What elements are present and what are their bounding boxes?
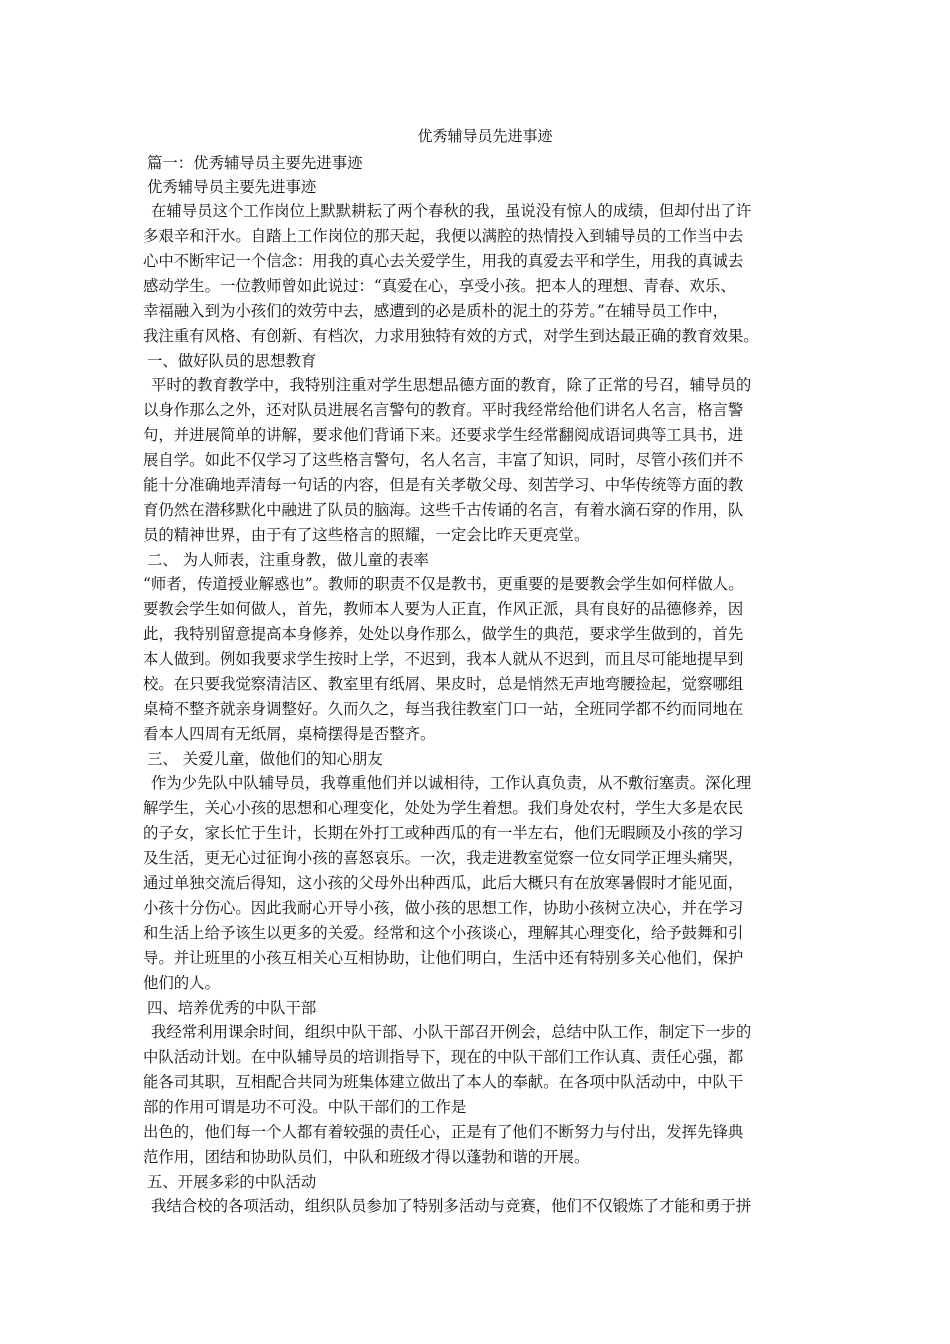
paragraph-line: 育仍然在潜移默化中融进了队员的脑海。这些千古传诵的名言，有着水滴石穿的作用，队 (143, 501, 744, 519)
paragraph-line: 导。并让班里的小孩互相关心互相协助，让他们明白，生活中还有特别多关心他们，保护 (143, 949, 744, 967)
paragraph-line: 的子女，家长忙于生计，长期在外打工或种西瓜的有一半左右，他们无暇顾及小孩的学习 (143, 824, 744, 842)
document-page (143, 125, 815, 1219)
section-1 (143, 349, 815, 548)
section-5 (143, 1170, 815, 1219)
paragraph-line: 能各司其职，互相配合共同为班集体建立做出了本人的奉献。在各项中队活动中，中队干 (143, 1073, 744, 1091)
paragraph-line: 桌椅不整齐就亲身调整好。久而久之，每当我往教室门口一站，全班同学都不约而同地在 (143, 700, 744, 718)
paragraph-line: 我结合校的各项活动，组织队员参加了特别多活动与竞赛，他们不仅锻炼了才能和勇于拼 (151, 1197, 752, 1215)
section-heading: 四、培养优秀的中队干部 (147, 999, 317, 1017)
paragraph-line: 通过单独交流后得知，这小孩的父母外出种西瓜，此后大概只有在放寒暑假时才能见面， (143, 874, 744, 892)
paragraph-line: 解学生，关心小孩的思想和心理变化，处处为学生着想。我们身处农村，学生大多是农民 (143, 799, 744, 817)
intro-paragraph (143, 199, 815, 349)
paragraph-line: 小孩十分伤心。因此我耐心开导小孩，做小孩的思想工作，协助小孩树立决心，并在学习 (143, 899, 744, 917)
paragraph-line: 心中不断牢记一个信念：用我的真心去关爱学生，用我的真爱去平和学生，用我的真诚去 (143, 252, 744, 270)
paragraph-line: 感动学生。一位教师曾如此说过：“真爱在心，享受小孩。把本人的理想、青春、欢乐、 (143, 277, 736, 295)
paragraph-line: 他们的人。 (143, 974, 220, 992)
section-heading: 二、 为人师表，注重身教，做儿童的表率 (147, 551, 429, 569)
paragraph-line: “师者，传道授业解惑也”。教师的职责不仅是教书，更重要的是要教会学生如何样做人。 (143, 575, 744, 593)
section-2 (143, 548, 815, 747)
paragraph-line: 校。在只要我觉察清洁区、教室里有纸屑、果皮时，总是悄然无声地弯腰捡起，觉察哪组 (143, 675, 744, 693)
paragraph-line: 中队活动计划。在中队辅导员的培训指导下，现在的中队干部们工作认真、责任心强，都 (143, 1048, 744, 1066)
paragraph-line: 幸福融入到为小孩们的效劳中去，感遭到的必是质朴的泥土的芬芳。”在辅导员工作中， (143, 302, 729, 320)
paragraph-line: 此，我特别留意提高本身修养，处处以身作那么，做学生的典范，要求学生做到的，首先 (143, 625, 744, 643)
paragraph-line: 平时的教育教学中，我特别注重对学生思想品德方面的教育，除了正常的号召，辅导员的 (151, 376, 752, 394)
paragraph-line: 出色的，他们每一个人都有着较强的责任心，正是有了他们不断努力与付出，发挥先锋典 (143, 1123, 744, 1141)
paragraph-line: 要教会学生如何做人，首先，教师本人要为人正直，作风正派，具有良好的品德修养，因 (143, 600, 744, 618)
paragraph-line: 多艰辛和汗水。自踏上工作岗位的那天起，我便以满腔的热情投入到辅导员的工作当中去 (143, 227, 744, 245)
section-heading: 五、开展多彩的中队活动 (147, 1173, 317, 1191)
paragraph-line: 我经常利用课余时间，组织中队干部、小队干部召开例会，总结中队工作，制定下一步的 (151, 1023, 752, 1041)
document-subtitle-2: 优秀辅导员主要先进事迹 (147, 178, 317, 196)
section-4 (143, 996, 815, 1170)
paragraph-line: 和生活上给予该生以更多的关爱。经常和这个小孩谈心，理解其心理变化，给予鼓舞和引 (143, 924, 744, 942)
paragraph-line: 及生活，更无心过征询小孩的喜怒哀乐。一次，我走进教室觉察一位女同学正埋头痛哭， (143, 849, 744, 867)
paragraph-line: 在辅导员这个工作岗位上默默耕耘了两个春秋的我，虽说没有惊人的成绩，但却付出了许 (151, 202, 752, 220)
paragraph-line: 部的作用可谓是功不可没。中队干部们的工作是 (143, 1098, 467, 1116)
paragraph-line: 句，并进展简单的讲解，要求他们背诵下来。还要求学生经常翻阅成语词典等工具书，进 (143, 426, 744, 444)
document-subtitle: 篇一：优秀辅导员主要先进事迹 (147, 154, 363, 172)
paragraph-line: 作为少先队中队辅导员，我尊重他们并以诚相待，工作认真负责，从不敷衍塞责。深化理 (151, 774, 752, 792)
section-3 (143, 747, 815, 996)
paragraph-line: 员的精神世界，由于有了这些格言的照耀，一定会比昨天更亮堂。 (143, 526, 590, 544)
section-heading: 三、 关爱儿童，做他们的知心朋友 (147, 750, 383, 768)
paragraph-line: 看本人四周有无纸屑，桌椅摆得是否整齐。 (143, 725, 436, 743)
paragraph-line: 展自学。如此不仅学习了这些格言警句，名人名言，丰富了知识，同时，尽管小孩们并不 (143, 451, 744, 469)
document-title: 优秀辅导员先进事迹 (417, 127, 553, 145)
paragraph-line: 以身作那么之外，还对队员进展名言警句的教育。平时我经常给他们讲名人名言，格言警 (143, 401, 744, 419)
paragraph-line: 能十分准确地弄清每一句话的内容，但是有关孝敬父母、刻苦学习、中华传统等方面的教 (143, 476, 744, 494)
paragraph-line: 我注重有风格、有创新、有档次，力求用独特有效的方式，对学生到达最正确的教育效果。 (143, 327, 759, 345)
paragraph-line: 范作用，团结和协助队员们，中队和班级才得以蓬勃和谐的开展。 (143, 1148, 590, 1166)
section-heading: 一、做好队员的思想教育 (147, 352, 317, 370)
paragraph-line: 本人做到。例如我要求学生按时上学，不迟到，我本人就从不迟到，而且尽可能地提早到 (143, 650, 744, 668)
